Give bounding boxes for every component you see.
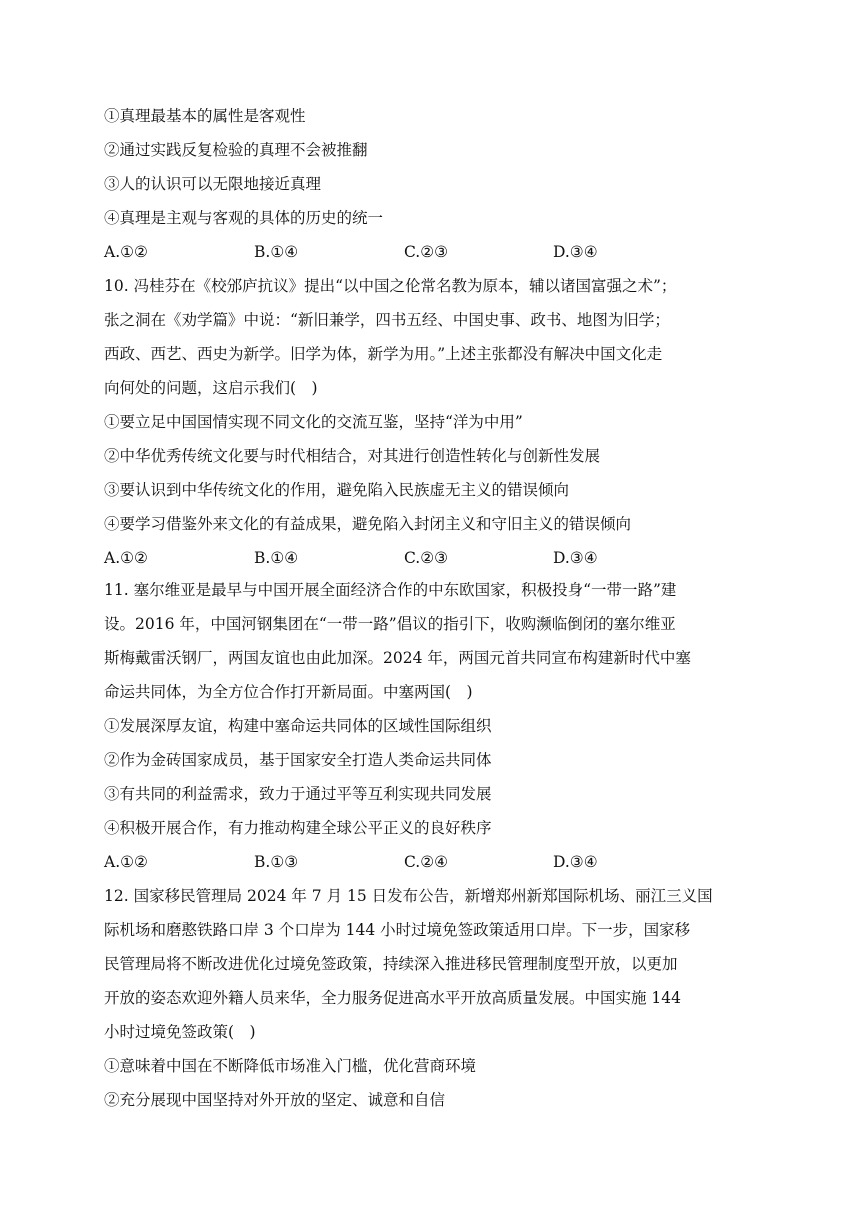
q12-statement-2: ②充分展现中国坚持对外开放的坚定、诚意和自信 — [104, 1091, 446, 1109]
q9-option-b[interactable]: B.①④ — [254, 243, 299, 261]
q10-stem-line-2: 张之洞在《劝学篇》中说：“新旧兼学，四书五经、中国史事、政书、地图为旧学； — [104, 311, 670, 329]
q12-stem-line-5: 小时过境免签政策( ) — [104, 1023, 256, 1041]
q9-option-c[interactable]: C.②③ — [404, 243, 449, 261]
q11-statement-4: ④积极开展合作，有力推动构建全球公平正义的良好秩序 — [104, 819, 492, 837]
q9-statement-3: ③人的认识可以无限地接近真理 — [104, 175, 322, 193]
q11-option-a[interactable]: A.①② — [104, 853, 148, 871]
q10-statement-2: ②中华优秀传统文化要与时代相结合，对其进行创造性转化与创新性发展 — [104, 447, 601, 465]
q10-statement-4: ④要学习借鉴外来文化的有益成果，避免陷入封闭主义和守旧主义的错误倾向 — [104, 515, 632, 533]
q10-statement-3: ③要认识到中华传统文化的作用，避免陷入民族虚无主义的错误倾向 — [104, 481, 570, 499]
q9-statement-1: ①真理最基本的属性是客观性 — [104, 107, 306, 125]
q12-stem-line-3: 民管理局将不断改进优化过境免签政策，持续深入推进移民管理制度型开放，以更加 — [104, 955, 678, 973]
q9-option-a[interactable]: A.①② — [104, 243, 148, 261]
q11-stem-line-1: 11. 塞尔维亚是最早与中国开展全面经济合作的中东欧国家，积极投身“一带一路”建 — [104, 581, 677, 599]
q12-stem-line-1: 12. 国家移民管理局 2024 年 7 月 15 日发布公告，新增郑州新郑国际机场、丽江三义国 — [104, 887, 713, 905]
q10-option-c[interactable]: C.②③ — [404, 549, 449, 567]
q11-option-b[interactable]: B.①③ — [254, 853, 299, 871]
q11-option-c[interactable]: C.②④ — [404, 853, 449, 871]
q11-stem-line-3: 斯梅戴雷沃钢厂，两国友谊也由此加深。2024 年，两国元首共同宣布构建新时代中塞 — [104, 649, 691, 667]
q11-statement-2: ②作为金砖国家成员，基于国家安全打造人类命运共同体 — [104, 751, 492, 769]
q9-statement-4: ④真理是主观与客观的具体的历史的统一 — [104, 209, 384, 227]
q11-statement-3: ③有共同的利益需求，致力于通过平等互利实现共同发展 — [104, 785, 492, 803]
q12-stem-line-2: 际机场和磨憨铁路口岸 3 个口岸为 144 小时过境免签政策适用口岸。下一步，国家移 — [104, 921, 691, 939]
q11-options — [104, 852, 724, 872]
q10-stem-line-3: 西政、西艺、西史为新学。旧学为体，新学为用。”上述主张都没有解决中国文化走 — [104, 345, 663, 363]
q10-option-a[interactable]: A.①② — [104, 549, 148, 567]
q10-stem-line-1: 10. 冯桂芬在《校邠庐抗议》提出“以中国之伦常名教为原本，辅以诸国富强之术”； — [104, 277, 677, 295]
q10-option-b[interactable]: B.①④ — [254, 549, 299, 567]
q11-stem-line-2: 设。2016 年，中国河钢集团在“一带一路”倡议的指引下，收购濒临倒闭的塞尔维亚 — [104, 615, 676, 633]
q10-options — [104, 548, 724, 568]
q10-statement-1: ①要立足中国国情实现不同文化的交流互鉴，坚持“洋为中用” — [104, 413, 523, 431]
q9-statement-2: ②通过实践反复检验的真理不会被推翻 — [104, 141, 368, 159]
q10-stem-line-4: 向何处的问题，这启示我们( ) — [104, 379, 318, 397]
q11-stem-line-4: 命运共同体，为全方位合作打开新局面。中塞两国( ) — [104, 683, 473, 701]
q9-option-d[interactable]: D.③④ — [553, 243, 598, 261]
q12-stem-line-4: 开放的姿态欢迎外籍人员来华，全力服务促进高水平开放高质量发展。中国实施 144 — [104, 989, 682, 1007]
q12-statement-1: ①意味着中国在不断降低市场准入门槛，优化营商环境 — [104, 1057, 477, 1075]
q11-option-d[interactable]: D.③④ — [553, 853, 598, 871]
q9-options — [104, 242, 724, 262]
q11-statement-1: ①发展深厚友谊，构建中塞命运共同体的区域性国际组织 — [104, 717, 492, 735]
q10-option-d[interactable]: D.③④ — [553, 549, 598, 567]
